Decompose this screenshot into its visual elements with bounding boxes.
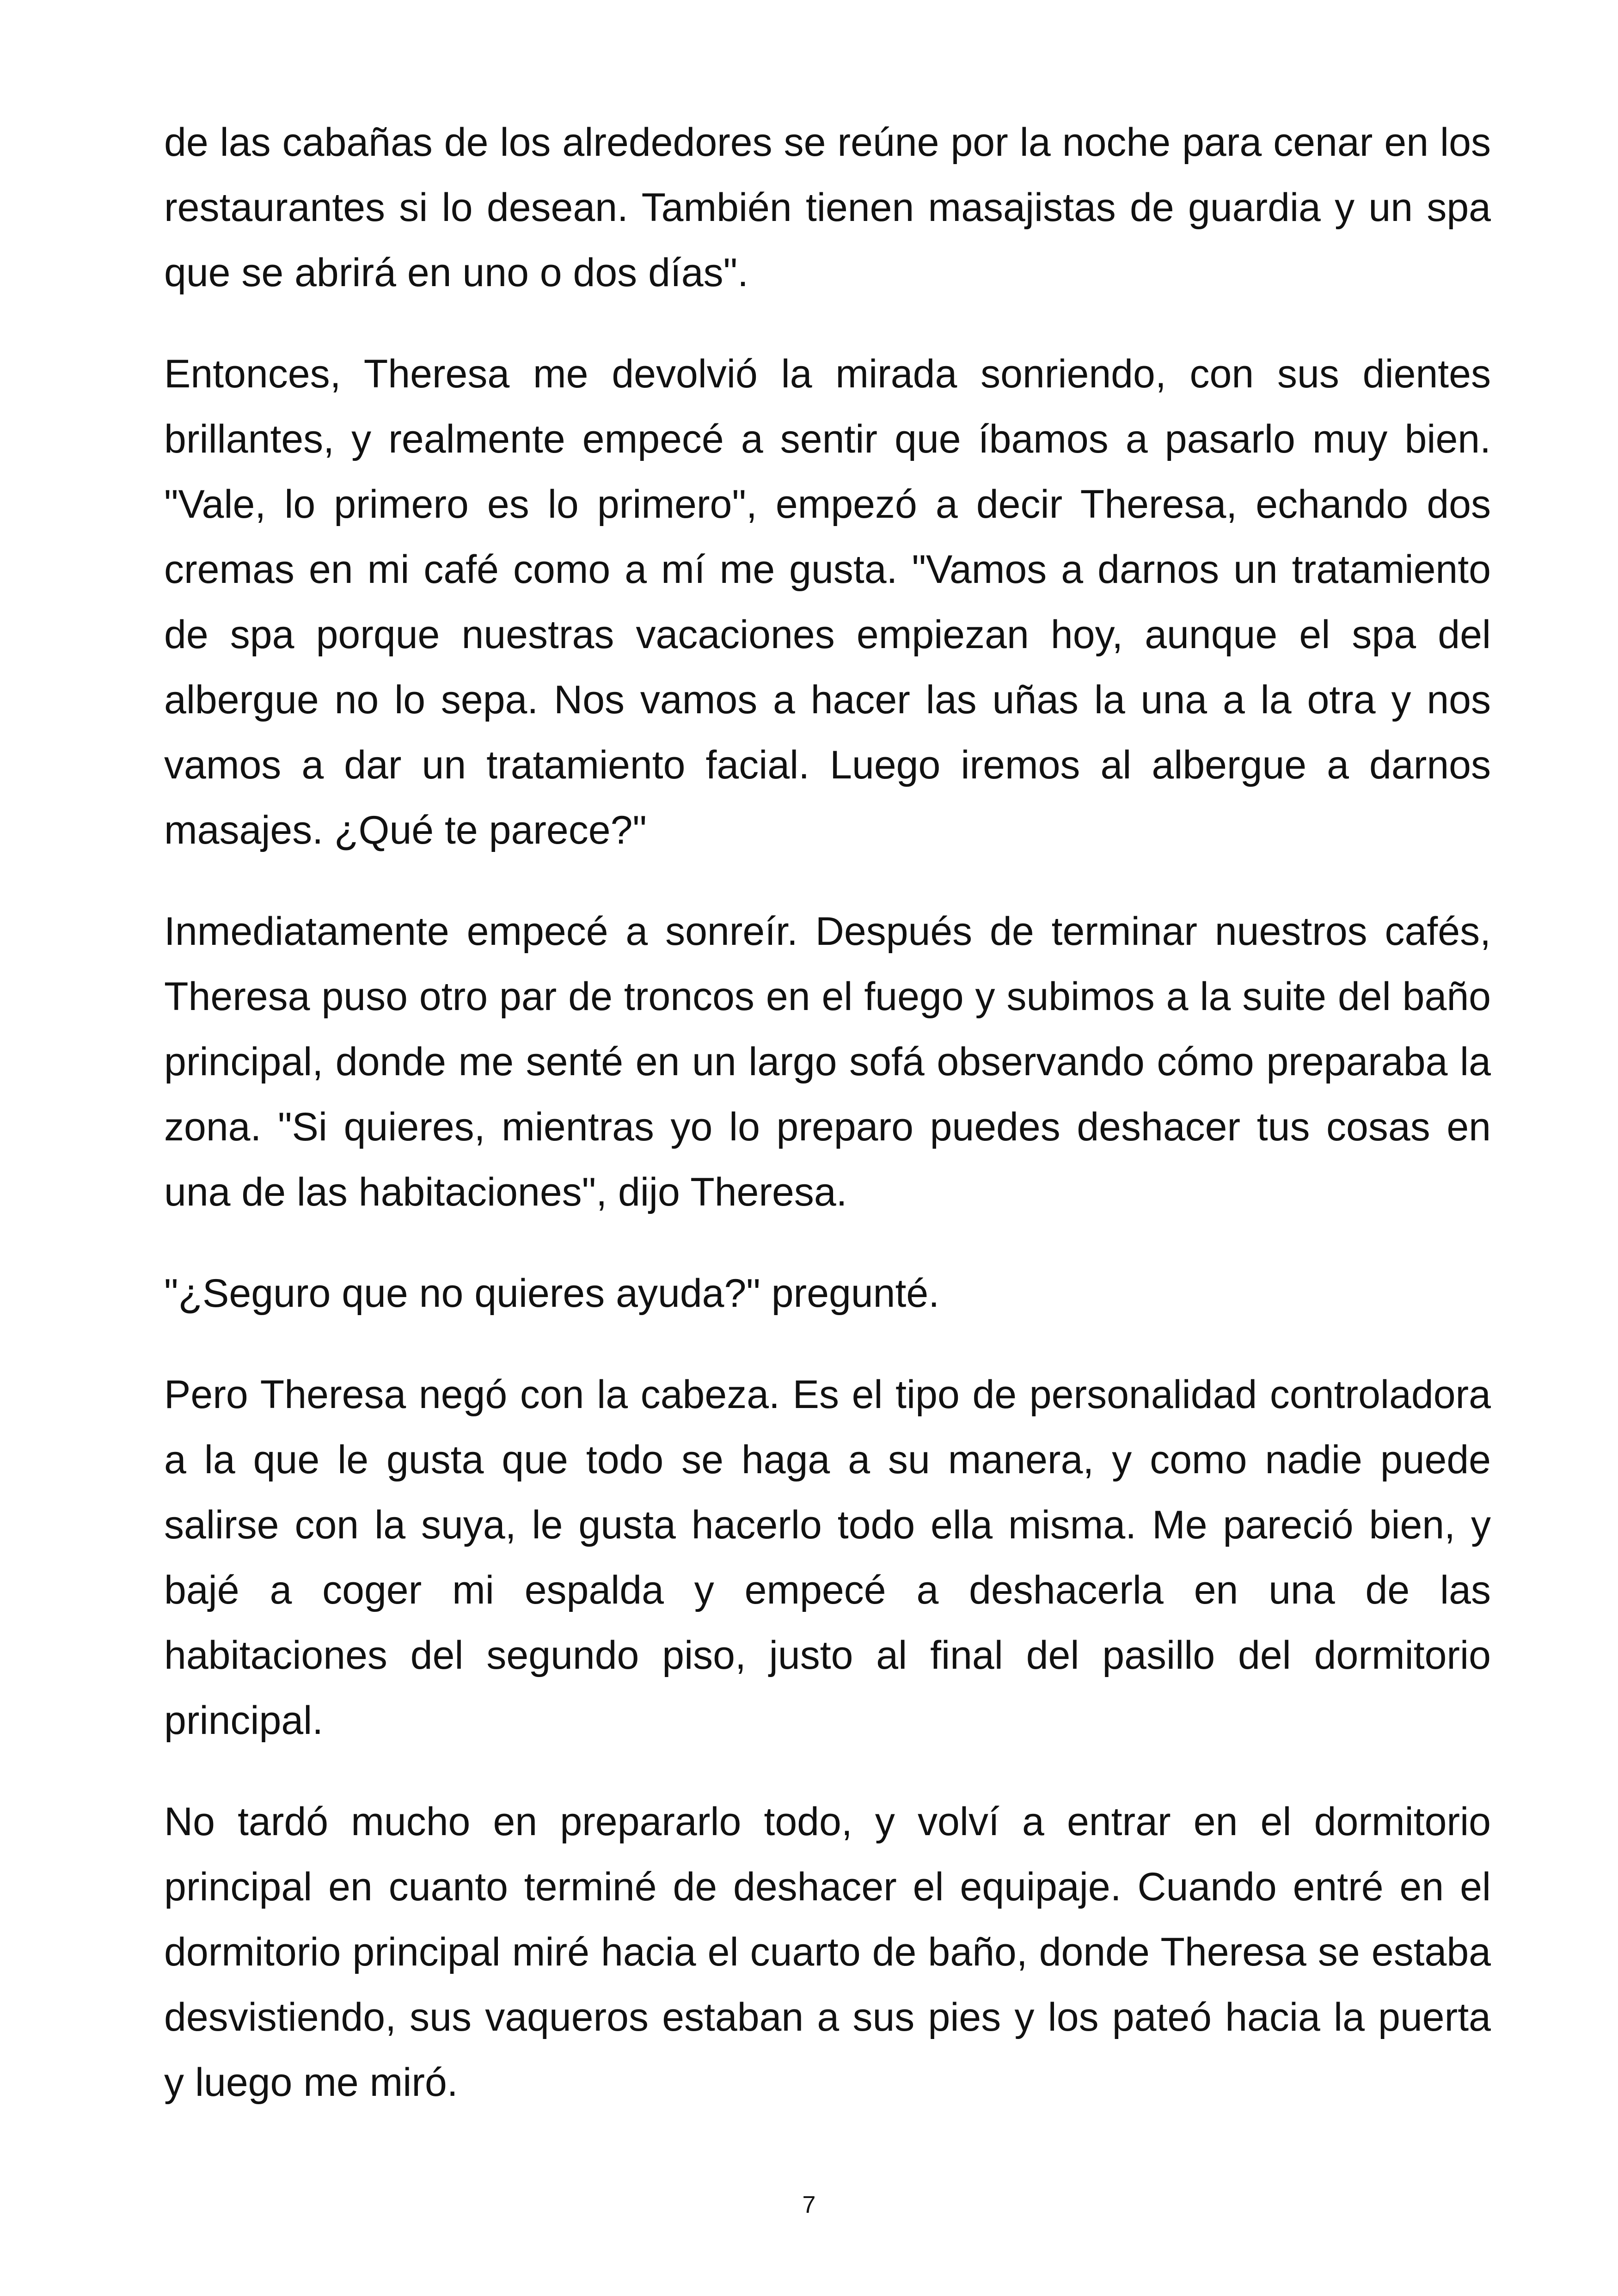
paragraph-5: Pero Theresa negó con la cabeza. Es el tipo de personalidad controladora a la que le gusta que todo se haga a su manera, y como nadie puede salirse con la suya, le gusta hacerlo todo ella misma. Me pareció bien, y bajé a coger mi espalda y empecé a deshacerla en una de las habitaciones del segundo piso, justo al final del pasillo del dormitorio principal. — [164, 1372, 1491, 1743]
paragraph-1: de las cabañas de los alrededores se reúne por la noche para cenar en los restaurantes si lo desean. También tienen masajistas de guardia y un spa que se abrirá en uno o dos días". — [164, 120, 1491, 295]
paragraph-6: No tardó mucho en prepararlo todo, y volví a entrar en el dormitorio principal en cuanto terminé de deshacer el equipaje. Cuando entré en el dormitorio principal miré hacia el cuarto de baño, donde Theresa se estaba desvistiendo, sus vaqueros estaban a sus pies y los pateó hacia la puerta y luego me miró. — [164, 1800, 1491, 2105]
paragraph-2: Entonces, Theresa me devolvió la mirada sonriendo, con sus dientes brillantes, y realmente empecé a sentir que íbamos a pasarlo muy bien. "Vale, lo primero es lo primero", empezó a decir Theresa, echando dos cremas en mi café como a mí me gusta. "Vamos a darnos un tratamiento de spa porque nuestras vacaciones empiezan hoy, aunque el spa del albergue no lo sepa. Nos vamos a hacer las uñas la una a la otra y nos vamos a dar un tratamiento facial. Luego iremos al albergue a darnos masajes. ¿Qué te parece?" — [164, 352, 1491, 852]
page-number: 7 — [802, 2192, 816, 2218]
body-text — [164, 110, 1491, 2151]
paragraph-3: Inmediatamente empecé a sonreír. Después de terminar nuestros cafés, Theresa puso otro par de troncos en el fuego y subimos a la suite del baño principal, donde me senté en un largo sofá observando cómo preparaba la zona. "Si quieres, mientras yo lo preparo puedes deshacer tus cosas en una de las habitaciones", dijo Theresa. — [164, 909, 1491, 1214]
paragraph-4: "¿Seguro que no quieres ayuda?" pregunté. — [164, 1271, 940, 1316]
